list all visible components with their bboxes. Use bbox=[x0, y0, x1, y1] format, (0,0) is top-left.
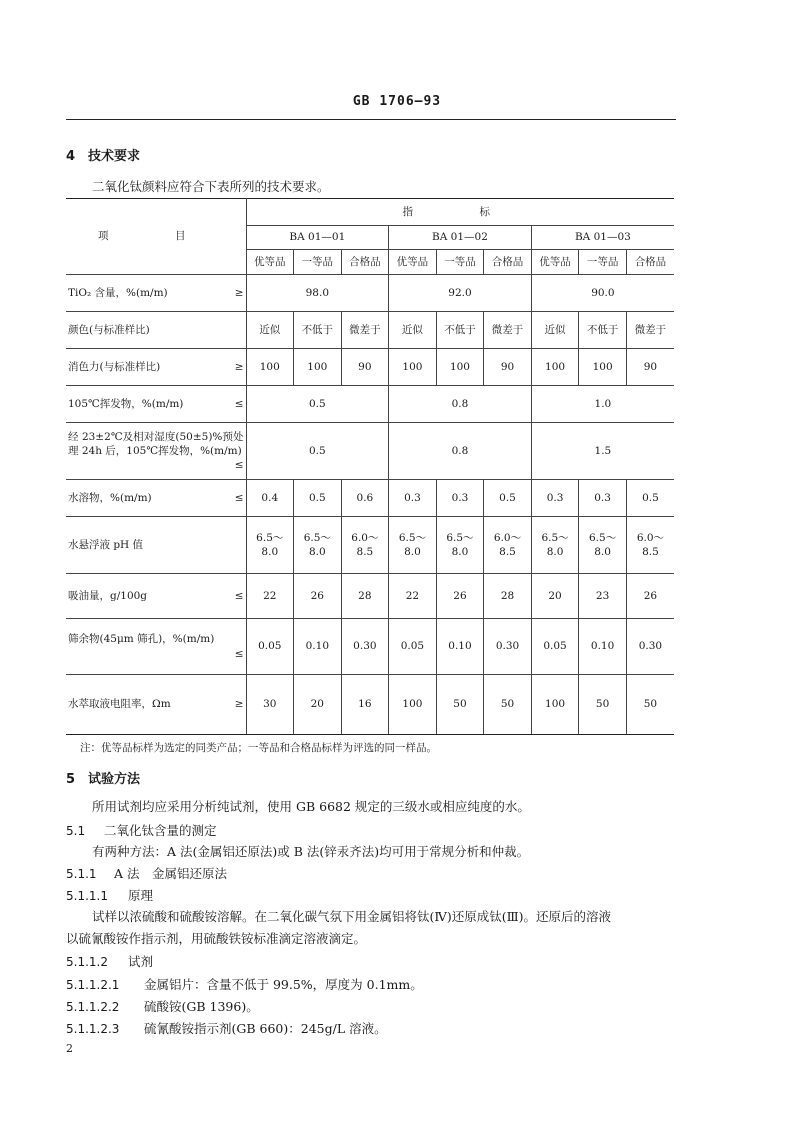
value-cell: 0.30 bbox=[484, 619, 532, 675]
value-cell: 0.5 bbox=[246, 386, 389, 423]
limit-symbol: ≤ bbox=[234, 491, 244, 504]
quality-level-header: 一等品 bbox=[436, 250, 484, 275]
page-number: 2 bbox=[66, 1042, 73, 1055]
section-4-title: 技术要求 bbox=[88, 149, 141, 164]
quality-level-header: 合格品 bbox=[341, 250, 389, 275]
technical-requirements-table bbox=[66, 198, 674, 735]
row-label-cell bbox=[66, 675, 246, 735]
value-cell: 0.8 bbox=[389, 386, 532, 423]
table-row bbox=[66, 312, 674, 349]
value-cell: 50 bbox=[626, 675, 674, 735]
value-cell: 50 bbox=[436, 675, 484, 735]
section-5-intro: 所用试剂均应采用分析纯试剂，使用 GB 6682 规定的三级水或相应纯度的水。 bbox=[92, 799, 530, 814]
value-cell: 不低于 bbox=[436, 312, 484, 349]
value-cell: 6.5～8.0 bbox=[531, 517, 579, 574]
grade-header: BA 01—02 bbox=[389, 226, 532, 250]
value-cell: 6.0～8.5 bbox=[341, 517, 389, 574]
quality-level-header: 合格品 bbox=[484, 250, 532, 275]
value-cell: 0.10 bbox=[579, 619, 627, 675]
value-cell: 0.3 bbox=[436, 480, 484, 517]
value-cell: 20 bbox=[531, 574, 579, 619]
reagent-item-1: 5.1.1.2.1 金属铝片：含量不低于 99.5%，厚度为 0.1mm。 bbox=[66, 977, 423, 992]
reagent-item-3: 5.1.1.2.3 硫氰酸铵指示剂(GB 660)：245g/L 溶液。 bbox=[66, 1021, 387, 1036]
row-label: 筛余物(45μm 筛孔)，%(m/m) bbox=[68, 633, 215, 646]
row-label: TiO₂ 含量，%(m/m) bbox=[68, 286, 168, 299]
table-row bbox=[66, 275, 674, 312]
row-label-cell bbox=[66, 349, 246, 386]
value-cell: 16 bbox=[341, 675, 389, 735]
value-cell: 1.5 bbox=[531, 423, 674, 480]
value-cell: 6.0～8.5 bbox=[484, 517, 532, 574]
value-cell: 100 bbox=[389, 675, 437, 735]
reagent-item-2: 5.1.1.2.2 硫酸铵(GB 1396)。 bbox=[66, 999, 259, 1014]
header-rule bbox=[66, 119, 676, 120]
heading-5-1-1-1: 5.1.1.1 原理 bbox=[66, 888, 154, 903]
value-cell: 6.0～8.5 bbox=[626, 517, 674, 574]
value-cell: 100 bbox=[531, 675, 579, 735]
row-label-cell bbox=[66, 423, 246, 480]
row-label: 水悬浮液 pH 值 bbox=[68, 538, 144, 551]
limit-symbol: ≤ bbox=[234, 459, 244, 472]
value-cell: 0.05 bbox=[531, 619, 579, 675]
heading-5-1: 5.1 二氧化钛含量的测定 bbox=[66, 823, 217, 838]
quality-level-header: 优等品 bbox=[531, 250, 579, 275]
quality-level-header: 合格品 bbox=[626, 250, 674, 275]
value-cell: 0.5 bbox=[626, 480, 674, 517]
table-row bbox=[66, 349, 674, 386]
value-cell: 6.5～8.0 bbox=[579, 517, 627, 574]
row-label: 水萃取液电阻率，Ωm bbox=[68, 698, 171, 711]
value-cell: 1.0 bbox=[531, 386, 674, 423]
value-cell: 100 bbox=[436, 349, 484, 386]
table-row bbox=[66, 574, 674, 619]
section-5-number: 5 bbox=[66, 772, 76, 787]
table-note: 注：优等品标样为选定的同类产品；一等品和合格品标样为评选的同一样品。 bbox=[80, 742, 437, 754]
value-cell: 100 bbox=[389, 349, 437, 386]
value-cell: 90.0 bbox=[531, 275, 674, 312]
row-label-cell bbox=[66, 517, 246, 574]
table-row bbox=[66, 423, 674, 480]
value-cell: 90 bbox=[626, 349, 674, 386]
value-cell: 26 bbox=[294, 574, 342, 619]
table-row bbox=[66, 480, 674, 517]
section-4-intro: 二氧化钛颜料应符合下表所列的技术要求。 bbox=[92, 179, 330, 194]
value-cell: 0.3 bbox=[389, 480, 437, 517]
value-cell: 22 bbox=[389, 574, 437, 619]
paragraph-5-1: 有两种方法：A 法(金属铝还原法)或 B 法(锌汞齐法)均可用于常规分析和仲裁。 bbox=[92, 844, 530, 859]
row-label-cell bbox=[66, 619, 246, 675]
row-label-cell bbox=[66, 480, 246, 517]
value-cell: 0.5 bbox=[484, 480, 532, 517]
limit-symbol: ≥ bbox=[234, 698, 244, 711]
value-cell: 100 bbox=[579, 349, 627, 386]
table-row bbox=[66, 619, 674, 675]
row-label-cell bbox=[66, 312, 246, 349]
value-cell: 0.8 bbox=[389, 423, 532, 480]
section-4-number: 4 bbox=[66, 149, 76, 164]
value-cell: 6.5～8.0 bbox=[294, 517, 342, 574]
quality-level-header: 一等品 bbox=[294, 250, 342, 275]
row-label: 吸油量，g/100g bbox=[68, 589, 148, 602]
value-cell: 0.4 bbox=[246, 480, 294, 517]
value-cell: 92.0 bbox=[389, 275, 532, 312]
value-cell: 20 bbox=[294, 675, 342, 735]
value-cell: 0.05 bbox=[246, 619, 294, 675]
value-cell: 30 bbox=[246, 675, 294, 735]
value-cell: 23 bbox=[579, 574, 627, 619]
section-5-heading bbox=[66, 768, 140, 787]
section-4-heading bbox=[66, 145, 140, 164]
row-label-cell bbox=[66, 275, 246, 312]
value-cell: 微差于 bbox=[626, 312, 674, 349]
value-cell: 0.5 bbox=[294, 480, 342, 517]
standard-code-header: GB 1706—93 bbox=[352, 94, 442, 109]
value-cell: 0.3 bbox=[579, 480, 627, 517]
value-cell: 微差于 bbox=[484, 312, 532, 349]
grade-header: BA 01—03 bbox=[531, 226, 674, 250]
value-cell: 6.5～8.0 bbox=[246, 517, 294, 574]
section-5-title: 试验方法 bbox=[88, 772, 141, 787]
heading-5-1-1: 5.1.1 A 法 金属铝还原法 bbox=[66, 866, 228, 881]
value-cell: 50 bbox=[579, 675, 627, 735]
value-cell: 6.5～8.0 bbox=[389, 517, 437, 574]
quality-level-header: 优等品 bbox=[389, 250, 437, 275]
value-cell: 不低于 bbox=[579, 312, 627, 349]
value-cell: 100 bbox=[294, 349, 342, 386]
value-cell: 26 bbox=[436, 574, 484, 619]
value-cell: 近似 bbox=[246, 312, 294, 349]
limit-symbol: ≤ bbox=[234, 647, 244, 660]
table-row bbox=[66, 386, 674, 423]
value-cell: 6.5～8.0 bbox=[436, 517, 484, 574]
value-cell: 28 bbox=[341, 574, 389, 619]
heading-5-1-1-2: 5.1.1.2 试剂 bbox=[66, 954, 154, 969]
value-cell: 0.6 bbox=[341, 480, 389, 517]
indicator-header: 指 标 bbox=[246, 199, 674, 226]
row-label: 105℃挥发物，%(m/m) bbox=[68, 397, 184, 410]
limit-symbol: ≥ bbox=[234, 360, 244, 373]
value-cell: 26 bbox=[626, 574, 674, 619]
value-cell: 0.30 bbox=[626, 619, 674, 675]
table-row bbox=[66, 675, 674, 735]
value-cell: 0.10 bbox=[294, 619, 342, 675]
row-label-cell bbox=[66, 386, 246, 423]
value-cell: 0.5 bbox=[246, 423, 389, 480]
value-cell: 100 bbox=[531, 349, 579, 386]
value-cell: 28 bbox=[484, 574, 532, 619]
value-cell: 90 bbox=[341, 349, 389, 386]
value-cell: 98.0 bbox=[246, 275, 389, 312]
grade-header: BA 01—01 bbox=[246, 226, 389, 250]
value-cell: 50 bbox=[484, 675, 532, 735]
value-cell: 100 bbox=[246, 349, 294, 386]
value-cell: 22 bbox=[246, 574, 294, 619]
value-cell: 0.30 bbox=[341, 619, 389, 675]
limit-symbol: ≥ bbox=[234, 286, 244, 299]
row-label: 颜色(与标准样比) bbox=[68, 323, 150, 336]
value-cell: 不低于 bbox=[294, 312, 342, 349]
limit-symbol: ≤ bbox=[234, 397, 244, 410]
value-cell: 0.05 bbox=[389, 619, 437, 675]
table-row bbox=[66, 517, 674, 574]
row-label: 消色力(与标准样比) bbox=[68, 360, 161, 373]
item-header-cell bbox=[66, 199, 246, 275]
value-cell: 微差于 bbox=[341, 312, 389, 349]
value-cell: 近似 bbox=[389, 312, 437, 349]
quality-level-header: 优等品 bbox=[246, 250, 294, 275]
value-cell: 近似 bbox=[531, 312, 579, 349]
item-header: 项 目 bbox=[98, 230, 214, 243]
value-cell: 0.10 bbox=[436, 619, 484, 675]
row-label: 水溶物，%(m/m) bbox=[68, 491, 152, 504]
paragraph-principle-line1: 试样以浓硫酸和硫酸铵溶解。在二氧化碳气氛下用金属铝将钛(Ⅳ)还原成钛(Ⅲ)。还原后的溶液 bbox=[92, 909, 612, 924]
value-cell: 0.3 bbox=[531, 480, 579, 517]
row-label: 经 23±2℃及相对湿度(50±5)%预处理 24h 后，105℃挥发物，%(m/m) bbox=[68, 430, 244, 457]
row-label-cell bbox=[66, 574, 246, 619]
value-cell: 90 bbox=[484, 349, 532, 386]
paragraph-principle-line2: 以硫氰酸铵作指示剂，用硫酸铁铵标准滴定溶液滴定。 bbox=[66, 931, 367, 946]
limit-symbol: ≤ bbox=[234, 589, 244, 602]
quality-level-header: 一等品 bbox=[579, 250, 627, 275]
